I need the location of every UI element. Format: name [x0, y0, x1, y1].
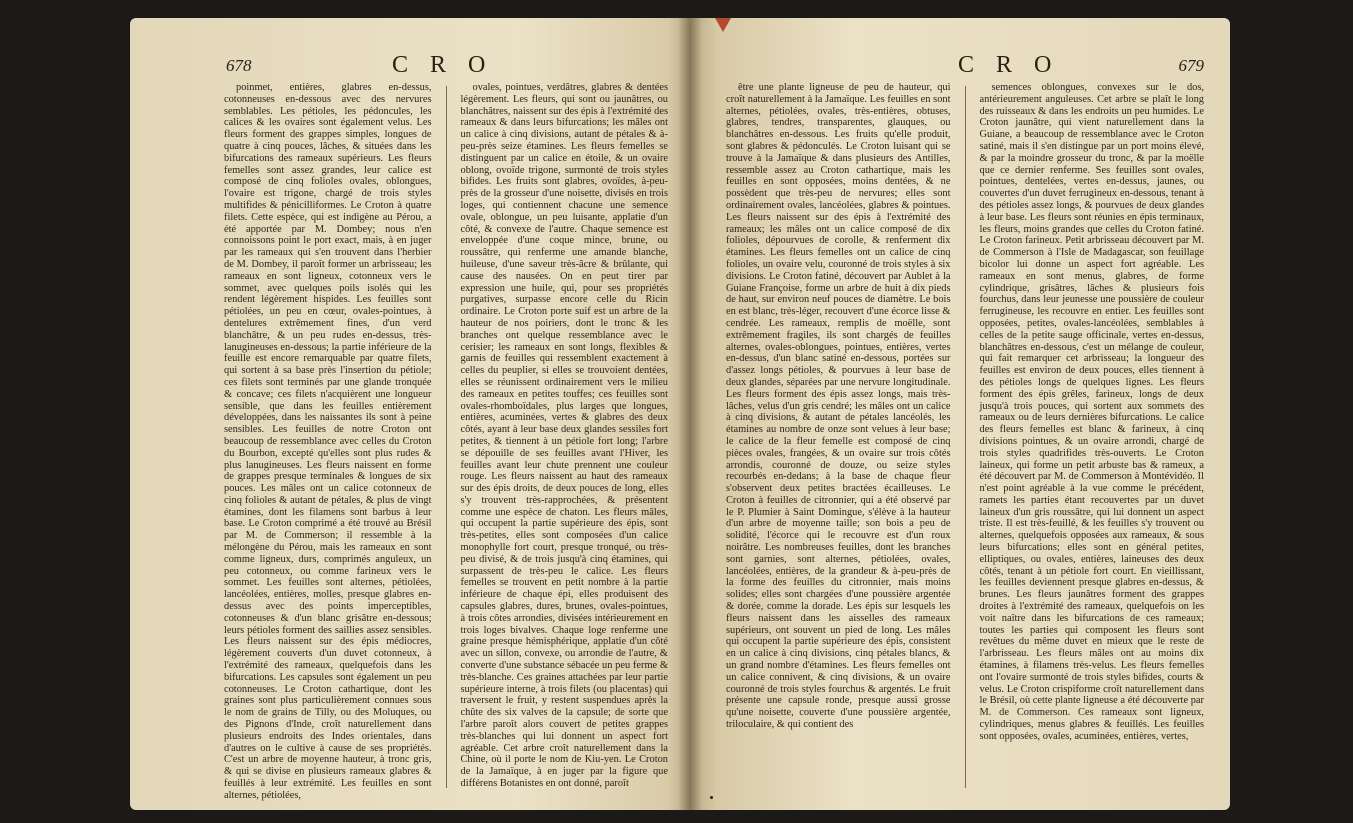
right-page-columns: [726, 82, 1204, 792]
open-book: [130, 18, 1230, 818]
right-page: [690, 18, 1230, 810]
right-column-1-text: être une plante ligneuse de peu de hauteur, qui croît naturellement à la Jamaïque. Les feuilles en sont alternes, pétiolées, ovales, très-entières, obtuses, glabres, tendres, transparentes, glauques, ou blanchâtres en-dessous. Les fruits qu'elle produit, sont glabres & pédonculés. Le Croton luisant qui se trouve à la Jamaïque & dans plusieurs des Antilles, ressemble assez au Croton cathartique, mais les feuilles en sont opposées, moins dentées, & ne possèdent que très-peu de nervures; elles sont ordinairement ovales, lancéolées, glabres & pointues. Les fleurs naissent sur des épis à l'extrémité des rameaux; les mâles ont un calice composé de dix folioles, dépourvues de corolle, & renferment dix étamines. Les fleurs femelles ont un calice de cinq folioles, un ovaire velu, couronné de trois styles à six divisions. Le Croton fatiné, découvert par Aublet à la Guiane Françoise, forme un arbre de huit à dix pieds de haut, sur environ neuf pouces de diamètre. Le bois en est blanc, très-léger, recouvert d'une écorce lisse & cendrée. Les rameaux, remplis de moëlle, sont extrêmement fragiles, ils sont chargés de feuilles alternes, ovales-oblongues, pointues, entières, vertes en-dessus, d'un blanc satiné en-dessous, portées sur d'assez longs pétioles, & pourvues à leur base de deux glandes, séparées par une nervure longitudinale. Les fleurs forment des épis assez longs, mais très-lâches, velus d'un gris cendré; les mâles ont un calice à cinq divisions, & autant de pétales lancéolés, les étamines au nombre de onze sont velues à leur base; le calice de la fleur femelle est composé de cinq pièces ovales, frangées, & un ovaire sur trois côtés arrondis, couronné de douze, ou seize styles recourbés en-dedans; à la base de chaque fleur s'observent deux petites bractées écailleuses. Le Croton à feuilles de citronnier, qui a été observé par le P. Plumier à Saint Domingue, s'élève à la hauteur d'un arbre de moyenne taille; son bois a peu de solidité, l'écorce qui le recouvre est d'un roux noirâtre. Les nombreuses feuilles, dont les branches sont garnies, sont alternes, pétiolées, ovales, lancéolées, entières, de la grandeur & à-peu-près de la forme des feuilles du citronnier, mais moins solides; elles sont chargées d'une poussière argentée & dorée, comme la dorade. Les épis sur lesquels les fleurs naissent dans les aisselles des rameaux supérieurs, ont souvent un pied de long. Les mâles qui occupent la partie supérieure des épis, consistent en un calice à cinq divisions, cinq pétales blancs, & un grand nombre d'étamines. Les fleurs femelles ont un calice connivent, & cinq divisions, & un ovaire couronné de trois styles fourchus & argentés. Le fruit présente une capsule ronde, presque aussi grosse qu'une noisette, couverte d'une poussière argentée, triloculaire, & qui contient des: [726, 82, 951, 731]
left-column-2: [461, 82, 669, 792]
right-page-header: [690, 52, 1230, 80]
right-column-1: [726, 82, 951, 792]
bookmark-ribbon-icon: [715, 18, 731, 32]
left-column-1: [224, 82, 432, 801]
left-page-number: 678: [226, 56, 252, 75]
book-gutter: [678, 18, 702, 810]
right-column-2-text: semences oblongues, convexes sur le dos, antérieurement anguleuses. Cet arbre se plaît le long des ruisseaux & dans les endroits un peu humides. Le Croton jaunâtre, qui vient naturellement dans la Guiane, a beaucoup de ressemblance avec le Croton satiné, mais il s'en distingue par un port moins élevé, & par la moindre grosseur du tronc, & par la moëlle que ce dernier renferme. Ses feuilles sont ovales, pointues, dentelées, vertes en-dessus, jaunes, ou couvertes d'un duvet ferrugineux en-dessous, tenant à des pétioles assez longs, & pourvues de deux glandes à leur base. Les fleurs sont réunies en épis terminaux, les fleurs, moins grandes que celles du Croton fatiné. Le Croton farineux. Petit arbrisseau découvert par M. de Commerson à l'Isle de Madagascar, son feuillage bicolor lui donne un aspect fort agréable. Les rameaux en sont menus, glabres, de forme cylindrique, grisâtres, lâches & plusieurs fois fourchus, dans leur jeunesse une poussière de couleur ferrugineuse, les recouvre en entier. Les feuilles sont opposées, petites, ovales-lancéolées, semblables à celles de la petite sauge officinale, vertes en-dessus, blanchâtres en-dessous, c'est un mélange de couleur, qui fait remarquer cet arbrisseau; la longueur des feuilles est environ de deux pouces, elles tiennent à des pétioles longs de quelques lignes. Les fleurs forment des épis grêles, farineux, longs de deux jusqu'à trois pouces, qui sortent aux sommets des rameaux ou de leurs dernières bifurcations. Le calice des fleurs femelles est blanc & farineux, à cinq divisions pointues, & un ovaire arrondi, chargé de trois styles quadrifides très-ouverts. Le Croton laineux, qui forme un petit arbuste bas & rameux, a été découvert par M. de Commerson à Montévidéo. Il n'est point agréable à la vue comme le précédent, ramets les parties étant recouvertes par un duvet laineux d'un gris roussâtre, qui lui donnent un aspect triste. Il est très-feuillé, & les feuilles s'y trouvent ou alternes, quelquefois opposées aux rameaux, & sous leurs bifurcations; elles sont en général petites, elliptiques, ou ovales, entières, laineuses des deux côtés, tenant à un pétiole fort court. En vieillissant, les feuilles deviennent presque glabres en-dessus, & brunes. Les fleurs jaunâtres forment des grappes droites à l'extrémité des rameaux, quelquefois on les voit naître dans les bifurcations de ces rameaux; toutes les parties qui composent les fleurs sont revêtues du même duvet en mieux que le reste de l'arbrisseau. Les fleurs mâles ont au moins dix étamines, à filamens très-velus. Les fleurs femelles ont l'ovaire surmonté de trois styles bifides, courts & velus. Le Croton crispiforme croît naturellement dans le Brésil, où cette plante ligneuse a été découverte par M. de Commerson. Ces rameaux sont ligneux, cylindriques, menus glabres & feuillés. Les feuilles sont opposées, ovales, acuminées, entières, vertes,: [979, 82, 1204, 742]
left-page-columns: [224, 82, 668, 801]
left-page-headword: C R O: [392, 52, 494, 78]
left-page: [130, 18, 690, 810]
right-page-headword: C R O: [958, 52, 1060, 78]
ink-dot: [710, 796, 713, 799]
left-column-2-text: ovales, pointues, verdâtres, glabres & dentées légèrement. Les fleurs, qui sont ou jaunâtres, ou blanchâtres, naissent sur des épis à l'extrémité des rameaux & dans leurs bifurcations; les mâles ont un calice à cinq divisions, autant de pétales & à-peu-près seize étamines. Les fleurs femelles se distinguent par un calice en étoile, & un ovaire oblong, ovoïde trigone, surmonté de trois styles bifides. Les fruits sont glabres, ovoïdes, à-peu-près de la grosseur d'une noisette, divisés en trois loges, qui contiennent chacune une semence ovale, oblongue, un peu luisante, applatie d'un côté, & convexe de l'autre. Chaque semence est enveloppée d'une coque mince, brune, ou roussâtre, qui renferme une amande blanche, huileuse, d'une saveur très-âcre & brûlante, qui cause des nausées. On en peut tirer par expression une huile, qui, pour ses propriétés purgatives, surpasse encore celle du Ricin ordinaire. Le Croton porte suif est un arbre de la hauteur de nos poiriers, dont le tronc & les branches ont quelque ressemblance avec le cerisier; les rameaux en sont longs, flexibles & garnis de feuilles qui ressemblent exactement à celles du peuplier, si elles se trouvoient dentées, elles se réunissent ordinairement vers le milieu des rameaux en petites touffes; ces feuilles sont ovales-rhomboïdales, plus larges que longues, entières, acuminées, vertes & glabres des deux côtés, ayant à leur base deux glandes sessiles fort petites, & tiennent à un pétiole fort long; l'arbre se dépouille de ses feuilles avant l'Hiver, les feuilles avant leur chute prennent une couleur rouge. Les fleurs naissent au haut des rameaux sur des épis droits, de deux pouces de long, elles s'y trouvent très-rapprochées, & présentent comme une espèce de chaton. Les fleurs mâles, qui occupent la partie supérieure des épis, sont très-petites, elles sont composées d'un calice monophylle fort court, presque tronqué, ou très-peu divisé, & de trois jusqu'à cinq étamines, qui surpassent de très-peu le calice. Les fleurs femelles se trouvent en petit nombre à la partie inférieure de chaque épi, elles produisent des capsules glabres, dures, brunes, ovales-pointues, à trois côtes arrondies, divisées intérieurement en trois loges bivalves. Chaque loge renferme une graine presque hémisphérique, applatie d'un côté avec un sillon, convexe, ou arrondie de l'autre, & converte d'une substance sébacée un peu ferme & très-blanche. Ces graines attachées par leur partie supérieure interne, à trois filets (ou placentas) qui traversent le fruit, y restent suspendues après la chûte des six valves de la capsule; de sorte que l'arbre paroît alors couvert de petites grappes très-blanches qui lui donnent un aspect fort agréable. Cet arbre croît naturellement dans la Chine, où il porte le nom de Kiu-yen. Le Croton de la Jamaïque, à en juger par la figure que différens Botanistes en ont donné, paroît: [460, 82, 668, 790]
right-page-number: 679: [1178, 56, 1204, 75]
right-column-2: [980, 82, 1205, 792]
left-page-header: [130, 52, 690, 80]
column-divider: [965, 86, 966, 788]
left-column-1-text: poinmet, entières, glabres en-dessus, cotonneuses en-dessous avec des nervures semblables. Les pétioles, les pédoncules, les calices & les ovaires sont également velus. Les fleurs forment des grappes simples, longues de quatre à cinq pouces, lâches, & situées dans les bifurcations des rameaux supérieurs. Les fleurs femelles sont assez grandes, leur calice est composé de cinq folioles ovales, oblongues, l'ovaire est trigone, chargé de trois styles multifides & pénicilliformes. Le Croton à quatre filets. Cette espèce, qui est indigène au Pérou, a été apportée par M. Dombey; nous n'en connoissons point le port exact, mais, à en juger par les rameaux qui s'en trouvent dans l'herbier de M. Dombey, il paroît former un arbrisseau; les rameaux en sont ligneux, cotonneux vers le sommet, avec quelques poils isolés qui les rendent légèrement hispides. Les feuilles sont pétiolées, un peu en cœur, ovales-pointues, à dentelures extrêmement fines, d'un verd blanchâtre, & un peu rudes en-dessus, très-lanugineuses en-dessous; la partie inférieure de la feuille est encore remarquable par quatre filets, qui sortent à sa base près l'insertion du pétiole; ces filets sont terminés par une glande tronquée & concave; ces filets n'acquièrent une longueur sensible, que dans les feuilles entièrement développées, dans les naissantes ils sont à peine sensibles. Les feuilles de notre Croton ont beaucoup de ressemblance avec celles du Croton du Bourbon, excepté qu'elles sont plus rudes & plus lanugineuses. Les fleurs naissent en forme de grappes presque terminales & longues de six pouces. Les mâles ont un calice cotonneux de cinq folioles & autant de pétales, & plus de vingt étamines, dont les filamens sont barbus à leur base. Le Croton comprimé a été trouvé au Brésil par M. de Commerson; il ressemble à la mélongène du Pérou, mais les rameaux en sont comme ligneux, durs, comprimés anguleux, un peu cotonneux, ou comme farineux vers le sommet. Les feuilles sont alternes, pétiolées, lancéolées, entières, molles, presque glabres en-dessus avec des points imperceptibles, cotonneuses & d'un blanc grisâtre en-dessous; leurs pétioles forment des saillies assez sensibles. Les fleurs naissent sur des épis médiocres, légèrement couverts d'un duvet cotonneux, à l'extrémité des rameaux, quelquefois dans les bifurcations. Les capsules sont également un peu cotonneuses. Le Croton cathartique, dont les graines sont plus particulièrement connues sous le nom de grains de Tilly, ou des Moluques, ou des Pignons d'Inde, croît naturellement dans plusieurs endroits des Indes orientales, dans d'autres on le cultive à cause de ses propriétés. C'est un arbre de moyenne hauteur, à tronc gris, & qui se divise en plusieurs rameaux glabres & feuillés à leur extrémité. Les feuilles en sont alternes, pétiolées,: [224, 82, 432, 801]
column-divider: [446, 86, 447, 788]
